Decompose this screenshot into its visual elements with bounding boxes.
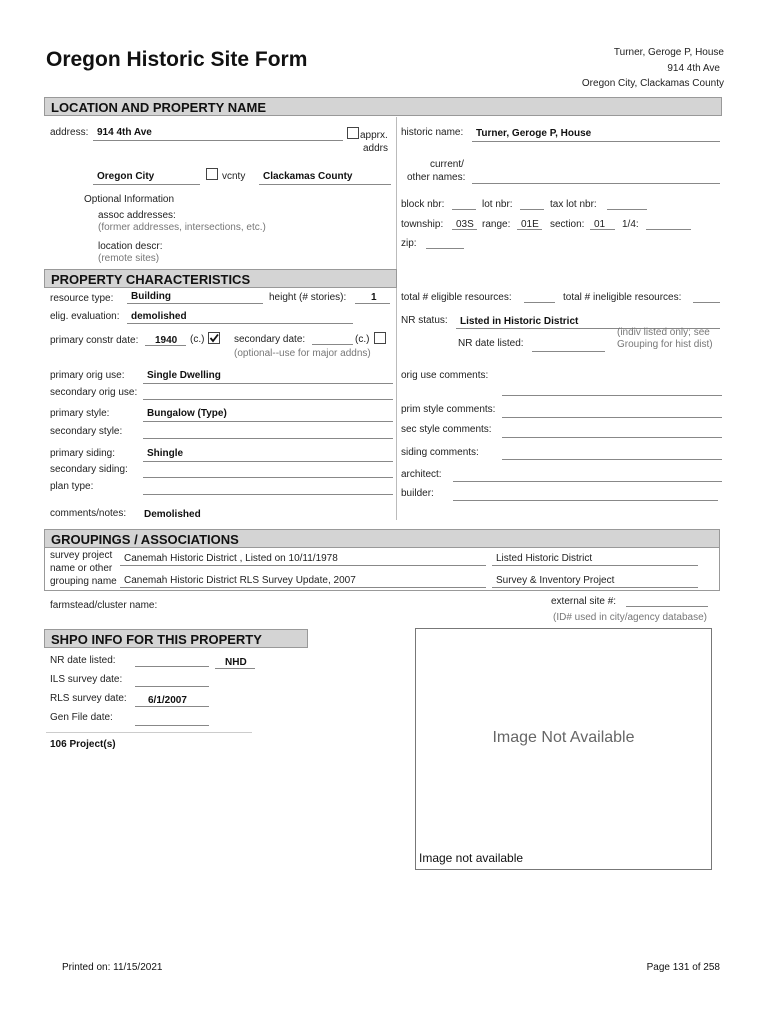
lot-label: lot nbr: [482, 199, 513, 210]
primary-style-label: primary style: [50, 408, 110, 419]
secondary-orig-label: secondary orig use: [50, 387, 138, 398]
grouping-row-name: Canemah Historic District , Listed on 10/11/1978 [124, 553, 338, 564]
header-property-address: 914 4th Ave [667, 63, 720, 74]
header-property-name: Turner, Geroge P, House [613, 47, 724, 58]
builder-underline [453, 500, 718, 501]
historic-name-value: Turner, Geroge P, House [476, 128, 592, 139]
section-label: section: [550, 219, 585, 230]
primary-style-underline [143, 421, 393, 422]
block-underline [452, 209, 476, 210]
grouping-row-underline [120, 565, 486, 566]
shpo-section-header: SHPO INFO FOR THIS PROPERTY [44, 629, 308, 648]
range-label: range: [482, 219, 511, 230]
image-caption: Image not available [419, 851, 524, 865]
projects-label: 106 Project(s) [50, 739, 116, 750]
other-names-underline [472, 183, 720, 184]
grouping-row-type: Listed Historic District [496, 553, 593, 564]
zip-underline [426, 248, 464, 249]
prim-style-comments-underline [502, 417, 722, 418]
grouping-label-2: name or other [50, 563, 113, 574]
elig-label: elig. evaluation: [50, 311, 120, 322]
external-site-hint: (ID# used in city/agency database) [553, 612, 707, 623]
grouping-row-name: Canemah Historic District RLS Survey Update, 2007 [124, 575, 356, 586]
assoc-addresses-hint: (former addresses, intersections, etc.) [98, 222, 266, 233]
secondary-style-label: secondary style: [50, 426, 123, 437]
current-label: current/ [430, 159, 464, 170]
apprx-label: apprx. [360, 130, 388, 141]
grouping-row-type: Survey & Inventory Project [496, 575, 615, 586]
resource-type-underline [127, 303, 263, 304]
secondary-orig-underline [143, 399, 393, 400]
check-icon [209, 333, 219, 343]
section-value: 01 [594, 219, 606, 230]
grouping-label-1: survey project [50, 550, 113, 561]
location-section-header: LOCATION AND PROPERTY NAME [44, 97, 722, 116]
nr-date-label: NR date listed: [458, 338, 524, 349]
primary-date-underline [145, 345, 186, 346]
township-underline [452, 229, 477, 230]
image-placeholder-text: Image Not Available [492, 729, 635, 746]
secondary-circa-checkbox[interactable] [374, 332, 386, 344]
elig-value: demolished [131, 311, 187, 322]
column-divider [396, 117, 397, 269]
primary-date-label: primary constr date: [50, 335, 139, 346]
address-value: 914 4th Ave [97, 127, 152, 138]
height-label: height (# stories): [269, 292, 347, 303]
header-property-city: Oregon City, Clackamas County [581, 78, 724, 89]
secondary-date-label: secondary date: [234, 334, 306, 345]
city-underline [93, 184, 200, 185]
grouping-label-3: grouping name [50, 576, 117, 587]
nr-status-value: Listed in Historic District [460, 316, 579, 327]
township-value: 03S [456, 219, 474, 230]
secondary-siding-label: secondary siding: [50, 464, 128, 475]
page-title: Oregon Historic Site Form [46, 48, 308, 71]
resource-type-value: Building [131, 291, 171, 302]
primary-date-value: 1940 [155, 335, 178, 346]
column-divider-2 [396, 288, 397, 520]
rls-date-underline [135, 706, 209, 707]
height-underline [355, 303, 390, 304]
height-value: 1 [371, 292, 377, 303]
total-ineligible-label: total # ineligible resources: [563, 292, 682, 303]
county-value: Clackamas County [263, 171, 353, 182]
range-value: 01E [521, 219, 539, 230]
sec-style-comments-underline [502, 437, 722, 438]
plan-type-label: plan type: [50, 481, 94, 492]
total-eligible-underline [524, 302, 555, 303]
taxlot-underline [607, 209, 647, 210]
external-site-label: external site #: [551, 596, 617, 607]
total-ineligible-underline [693, 302, 720, 303]
quarter-label: 1/4: [622, 219, 639, 230]
plan-type-underline [143, 494, 393, 495]
address-label: address: [50, 127, 89, 138]
ils-date-underline [135, 686, 209, 687]
rls-date-value: 6/1/2007 [148, 695, 187, 706]
secondary-c-label: (c.) [355, 334, 370, 345]
county-underline [259, 184, 391, 185]
primary-siding-value: Shingle [147, 448, 184, 459]
grouping-row-underline [120, 587, 486, 588]
zip-label: zip: [401, 238, 417, 249]
architect-label: architect: [401, 469, 442, 480]
sec-style-comments-label: sec style comments: [401, 424, 492, 435]
indiv-hint-2: Grouping for hist dist) [617, 339, 713, 350]
resource-type-label: resource type: [50, 293, 114, 304]
builder-label: builder: [401, 488, 434, 499]
shpo-nr-date-label: NR date listed: [50, 655, 116, 666]
property-photo [415, 628, 712, 870]
farmstead-label: farmstead/cluster name: [50, 600, 158, 611]
printed-date: Printed on: 11/15/2021 [62, 962, 163, 973]
address-underline [93, 140, 343, 141]
vcnty-label: vcnty [222, 171, 246, 182]
primary-orig-label: primary orig use: [50, 370, 125, 381]
external-site-underline [626, 606, 708, 607]
taxlot-label: tax lot nbr: [550, 199, 597, 210]
grouping-row-type-underline [492, 565, 698, 566]
architect-underline [453, 481, 722, 482]
groupings-section-header: GROUPINGS / ASSOCIATIONS [44, 529, 720, 548]
secondary-date-hint: (optional--use for major addns) [234, 348, 371, 359]
nr-status-label: NR status: [401, 315, 448, 326]
orig-comments-label: orig use comments: [401, 370, 489, 381]
city-value: Oregon City [97, 171, 155, 182]
nr-date-underline [532, 351, 605, 352]
total-eligible-label: total # eligible resources: [401, 292, 512, 303]
primary-c-label: (c.) [190, 334, 205, 345]
shpo-divider [46, 732, 252, 733]
other-names-label: other names: [407, 172, 466, 183]
vicinity-checkbox[interactable] [206, 168, 218, 180]
orig-comments-underline [502, 395, 722, 396]
primary-orig-underline [143, 383, 393, 384]
rls-date-label: RLS survey date: [50, 693, 127, 704]
shpo-nr-value: NHD [225, 657, 247, 668]
range-underline [517, 229, 542, 230]
location-descr-hint: (remote sites) [98, 253, 160, 264]
township-label: township: [401, 219, 444, 230]
primary-orig-value: Single Dwelling [147, 370, 221, 381]
comments-label: comments/notes: [50, 508, 127, 519]
quarter-underline [646, 229, 691, 230]
section-underline [590, 229, 615, 230]
elig-underline [127, 323, 353, 324]
block-label: block nbr: [401, 199, 445, 210]
genfile-date-underline [135, 725, 209, 726]
historic-name-label: historic name: [401, 127, 464, 138]
grouping-row-type-underline [492, 587, 698, 588]
secondary-date-underline [312, 344, 353, 345]
shpo-nr-value-underline [215, 668, 255, 669]
ils-date-label: ILS survey date: [50, 674, 123, 685]
assoc-addresses-label: assoc addresses: [98, 210, 176, 221]
apprx-addrs-checkbox[interactable] [347, 127, 359, 139]
comments-value: Demolished [144, 509, 201, 520]
primary-style-value: Bungalow (Type) [147, 408, 227, 419]
siding-comments-underline [502, 459, 722, 460]
siding-comments-label: siding comments: [401, 447, 479, 458]
addrs-label: addrs [363, 143, 389, 154]
secondary-siding-underline [143, 477, 393, 478]
genfile-date-label: Gen File date: [50, 712, 113, 723]
primary-circa-checkbox[interactable] [208, 332, 220, 344]
property-section-header: PROPERTY CHARACTERISTICS [44, 269, 397, 288]
lot-underline [520, 209, 544, 210]
primary-siding-label: primary siding: [50, 448, 116, 459]
secondary-style-underline [143, 438, 393, 439]
location-descr-label: location descr: [98, 241, 163, 252]
page-number: Page 131 of 258 [646, 962, 720, 973]
shpo-nr-date-underline [135, 666, 209, 667]
optional-info-label: Optional Information [84, 194, 175, 205]
primary-siding-underline [143, 461, 393, 462]
prim-style-comments-label: prim style comments: [401, 404, 496, 415]
historic-name-underline [472, 141, 720, 142]
indiv-hint-1: (indiv listed only; see [617, 327, 710, 338]
